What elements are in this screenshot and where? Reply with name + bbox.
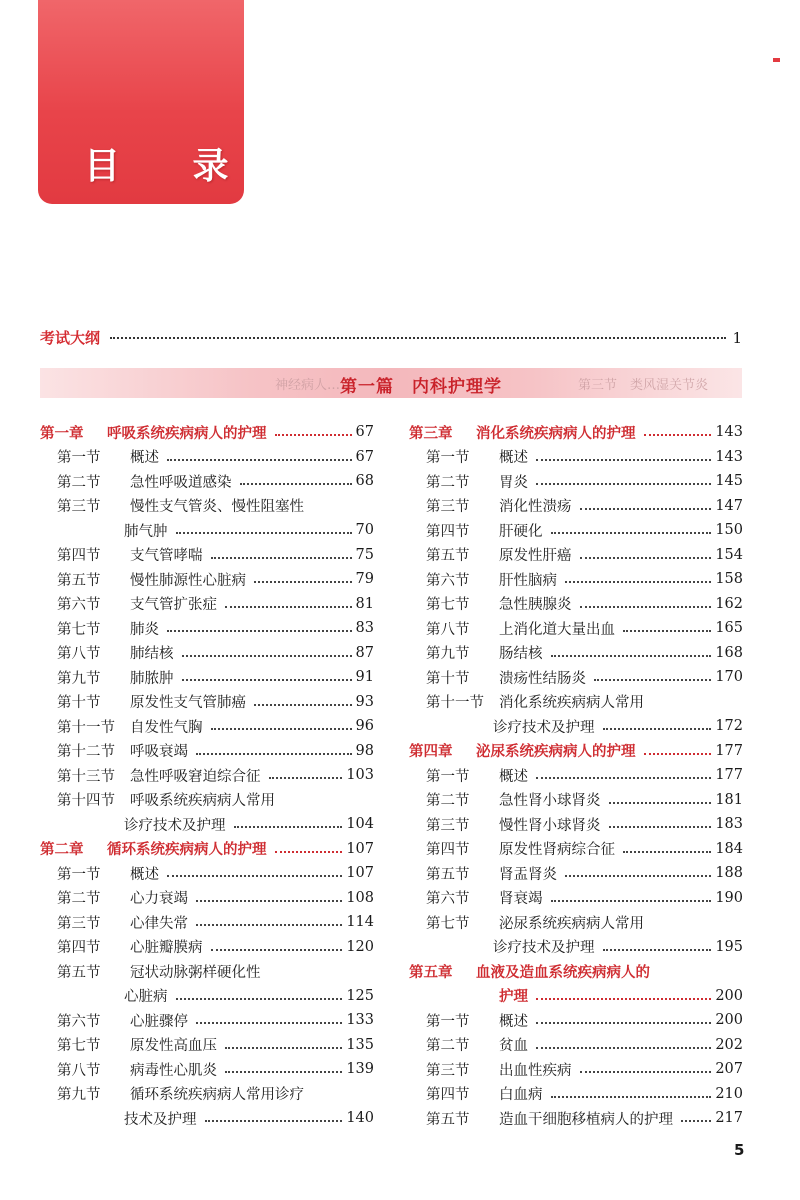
toc-section-entry[interactable] [40, 469, 374, 494]
entry-page: 207 [715, 1061, 743, 1078]
leader-dots [580, 606, 712, 608]
entry-page: 93 [355, 693, 374, 710]
entry-number: 第六节 [57, 597, 101, 614]
entry-page: 145 [715, 473, 743, 490]
toc-section-entry[interactable] [409, 543, 743, 568]
leader-dots [254, 581, 352, 583]
outline-label: 考试大纲 [40, 329, 101, 347]
entry-page: 147 [715, 497, 743, 514]
toc-section-entry[interactable] [409, 567, 743, 592]
toc-section-entry[interactable] [40, 1106, 374, 1131]
entry-number: 第九节 [57, 1087, 101, 1104]
entry-title: 心脏病 [124, 989, 168, 1006]
toc-section-entry[interactable] [40, 1033, 374, 1058]
toc-section-entry[interactable] [409, 665, 743, 690]
entry-number: 第一章 [40, 424, 84, 442]
toc-chapter-entry[interactable] [409, 739, 743, 764]
entry-page: 183 [715, 816, 743, 833]
leader-dots [580, 557, 712, 559]
entry-title: 肝性脑病 [499, 572, 557, 589]
toc-chapter-entry[interactable] [40, 837, 374, 862]
leader-dots [565, 581, 711, 583]
entry-number: 第二节 [57, 474, 101, 491]
entry-title: 技术及护理 [124, 1111, 197, 1128]
entry-title: 概述 [499, 768, 528, 785]
toc-section-entry[interactable] [40, 592, 374, 617]
leader-dots [681, 1120, 711, 1122]
part-title: 第一篇 内科护理学 [340, 377, 502, 397]
leader-dots [603, 949, 712, 951]
entry-title: 急性肾小球肾炎 [499, 793, 601, 810]
entry-title: 循环系统疾病病人常用诊疗 [130, 1087, 304, 1104]
toc-section-entry[interactable] [40, 641, 374, 666]
entry-page: 150 [715, 522, 743, 539]
leader-dots [580, 508, 712, 510]
leader-dots [225, 1047, 342, 1049]
entry-title: 概述 [130, 450, 159, 467]
toc-section-entry[interactable] [409, 445, 743, 470]
entry-page: 107 [346, 840, 374, 857]
entry-title: 原发性肾病综合征 [499, 842, 615, 859]
toc-section-entry[interactable] [409, 592, 743, 617]
entry-page: 96 [355, 718, 374, 735]
entry-number: 第五节 [57, 572, 101, 589]
leader-dots [225, 1071, 342, 1073]
leader-dots [234, 826, 343, 828]
entry-page: 135 [346, 1036, 374, 1053]
entry-number: 第六节 [426, 572, 470, 589]
leader-dots [269, 777, 343, 779]
entry-title: 肾衰竭 [499, 891, 543, 908]
leader-dots [551, 1096, 712, 1098]
entry-title: 心脏骤停 [130, 1013, 188, 1030]
toc-section-entry[interactable] [40, 690, 374, 715]
toc-section-entry[interactable] [40, 935, 374, 960]
entry-number: 第八节 [57, 1062, 101, 1079]
toc-chapter-entry[interactable] [409, 984, 743, 1009]
entry-page: 83 [355, 620, 374, 637]
toc-section-entry[interactable] [409, 935, 743, 960]
entry-number: 第八节 [426, 621, 470, 638]
entry-title: 血液及造血系统疾病病人的 [476, 963, 650, 981]
entry-number: 第七节 [426, 915, 470, 932]
entry-number: 第一节 [426, 450, 470, 467]
leader-dots [167, 630, 352, 632]
leader-dots [211, 728, 352, 730]
toc-section-entry[interactable] [409, 641, 743, 666]
entry-number: 第四节 [426, 842, 470, 859]
leader-dots [176, 532, 352, 534]
entry-page: 87 [355, 644, 374, 661]
entry-title: 急性呼吸道感染 [130, 474, 232, 491]
entry-number: 第三节 [57, 915, 101, 932]
toc-section-entry[interactable] [409, 616, 743, 641]
entry-title: 原发性肝癌 [499, 548, 572, 565]
toc-section-entry[interactable] [40, 665, 374, 690]
leader-dots [211, 557, 352, 559]
entry-number: 第三节 [426, 1062, 470, 1079]
entry-title: 概述 [130, 866, 159, 883]
toc-section-entry[interactable] [409, 1008, 743, 1033]
entry-title: 溃疡性结肠炎 [499, 670, 586, 687]
toc-chapter-entry[interactable] [409, 959, 743, 984]
leader-dots [196, 753, 352, 755]
entry-title: 概述 [499, 1013, 528, 1030]
entry-page: 125 [346, 987, 374, 1004]
entry-page: 91 [355, 669, 374, 686]
entry-number: 第四章 [409, 743, 453, 761]
page-title: 目 录 [84, 146, 259, 187]
entry-title: 慢性肾小球肾炎 [499, 817, 601, 834]
entry-title: 自发性气胸 [130, 719, 203, 736]
entry-title: 心律失常 [130, 915, 188, 932]
entry-number: 第四节 [57, 548, 101, 565]
entry-title: 肺结核 [130, 646, 174, 663]
leader-dots [225, 606, 352, 608]
entry-title: 呼吸衰竭 [130, 744, 188, 761]
entry-page: 143 [715, 448, 743, 465]
toc-section-entry[interactable] [409, 690, 743, 715]
toc-section-entry[interactable] [40, 1008, 374, 1033]
part-banner [40, 368, 742, 398]
leader-dots [551, 532, 712, 534]
entry-number: 第十二节 [57, 744, 115, 761]
toc-right-column [409, 420, 743, 1131]
entry-page: 67 [355, 424, 374, 441]
entry-number: 第十节 [426, 670, 470, 687]
entry-title: 泌尿系统疾病病人常用 [499, 915, 644, 932]
entry-page: 177 [715, 767, 743, 784]
entry-title: 循环系统疾病病人的护理 [107, 841, 267, 859]
entry-number: 第四节 [426, 1087, 470, 1104]
toc-section-entry[interactable] [40, 812, 374, 837]
leader-dots [275, 851, 343, 853]
leader-dots [182, 655, 352, 657]
entry-number: 第二节 [426, 1038, 470, 1055]
toc-section-entry[interactable] [409, 788, 743, 813]
entry-title: 造血干细胞移植病人的护理 [499, 1111, 673, 1128]
entry-number: 第三章 [409, 424, 453, 442]
entry-page: 177 [715, 742, 743, 759]
toc-section-entry[interactable] [409, 714, 743, 739]
entry-page: 70 [355, 522, 374, 539]
entry-number: 第六节 [57, 1013, 101, 1030]
entry-number: 第二节 [426, 793, 470, 810]
toc-section-entry[interactable] [409, 469, 743, 494]
entry-number: 第十三节 [57, 768, 115, 785]
toc-section-entry[interactable] [409, 518, 743, 543]
leader-dots [167, 459, 352, 461]
toc-section-entry[interactable] [40, 543, 374, 568]
entry-title: 心力衰竭 [130, 891, 188, 908]
entry-page: 190 [715, 889, 743, 906]
entry-number: 第六节 [426, 891, 470, 908]
entry-title: 肺脓肿 [130, 670, 174, 687]
leader-dots [275, 434, 352, 436]
entry-number: 第四节 [57, 940, 101, 957]
leader-dots [623, 851, 711, 853]
leader-dots [580, 1071, 712, 1073]
entry-number: 第三节 [426, 817, 470, 834]
leader-dots [603, 728, 712, 730]
entry-title: 诊疗技术及护理 [124, 817, 226, 834]
toc-chapter-entry[interactable] [409, 420, 743, 445]
leader-dots [205, 1120, 343, 1122]
entry-title: 消化性溃疡 [499, 499, 572, 516]
entry-number: 第十一节 [57, 719, 115, 736]
leader-dots [565, 875, 711, 877]
entry-number: 第十四节 [57, 793, 115, 810]
entry-number: 第九节 [57, 670, 101, 687]
entry-number: 第八节 [57, 646, 101, 663]
entry-title: 白血病 [499, 1087, 543, 1104]
toc-section-entry[interactable] [409, 886, 743, 911]
entry-title: 贫血 [499, 1038, 528, 1055]
leader-dots [110, 337, 726, 339]
entry-title: 上消化道大量出血 [499, 621, 615, 638]
leader-dots [182, 679, 352, 681]
entry-page: 181 [715, 791, 743, 808]
entry-number: 第一节 [57, 450, 101, 467]
leader-dots [211, 949, 343, 951]
entry-page: 67 [355, 448, 374, 465]
toc-entry-outline[interactable] [40, 327, 742, 351]
leader-dots [536, 483, 711, 485]
entry-title: 冠状动脉粥样硬化性 [130, 964, 261, 981]
entry-page: 202 [715, 1036, 743, 1053]
entry-number: 第二章 [40, 841, 84, 859]
entry-number: 第一节 [426, 768, 470, 785]
toc-section-entry[interactable] [40, 910, 374, 935]
entry-page: 200 [715, 987, 743, 1004]
entry-page: 210 [715, 1085, 743, 1102]
leader-dots [176, 998, 343, 1000]
toc-section-entry[interactable] [40, 494, 374, 519]
entry-number: 第七节 [426, 597, 470, 614]
toc-chapter-entry[interactable] [40, 420, 374, 445]
entry-page: 172 [715, 718, 743, 735]
entry-title: 泌尿系统疾病病人的护理 [476, 743, 636, 761]
entry-title: 支气管哮喘 [130, 548, 203, 565]
entry-page: 75 [355, 546, 374, 563]
leader-dots [609, 826, 712, 828]
entry-title: 原发性高血压 [130, 1038, 217, 1055]
entry-number: 第四节 [426, 523, 470, 540]
entry-number: 第一节 [57, 866, 101, 883]
entry-title: 肝硬化 [499, 523, 543, 540]
toc-section-entry[interactable] [40, 984, 374, 1009]
entry-page: 98 [355, 742, 374, 759]
entry-title: 呼吸系统疾病病人的护理 [107, 424, 267, 442]
entry-title: 慢性支气管炎、慢性阻塞性 [130, 499, 304, 516]
leader-dots [240, 483, 352, 485]
entry-page: 154 [715, 546, 743, 563]
entry-title: 肠结核 [499, 646, 543, 663]
leader-dots [536, 998, 711, 1000]
entry-title: 肾盂肾炎 [499, 866, 557, 883]
toc-section-entry[interactable] [409, 1057, 743, 1082]
entry-page: 79 [355, 571, 374, 588]
entry-page: 170 [715, 669, 743, 686]
entry-page: 81 [355, 595, 374, 612]
toc-section-entry[interactable] [40, 763, 374, 788]
entry-page: 158 [715, 571, 743, 588]
toc-section-entry[interactable] [40, 739, 374, 764]
entry-page: 217 [715, 1110, 743, 1127]
entry-number: 第十节 [57, 695, 101, 712]
entry-title: 肺炎 [130, 621, 159, 638]
entry-title: 概述 [499, 450, 528, 467]
entry-title: 心脏瓣膜病 [130, 940, 203, 957]
toc-section-entry[interactable] [409, 910, 743, 935]
entry-number: 第七节 [57, 621, 101, 638]
entry-title: 诊疗技术及护理 [493, 940, 595, 957]
entry-page: 103 [346, 767, 374, 784]
entry-page: 120 [346, 938, 374, 955]
leader-dots [644, 753, 712, 755]
toc-section-entry[interactable] [40, 616, 374, 641]
entry-page: 133 [346, 1012, 374, 1029]
entry-number: 第五节 [426, 1111, 470, 1128]
toc-section-entry[interactable] [409, 494, 743, 519]
entry-number: 第十一节 [426, 695, 484, 712]
leader-dots [536, 777, 711, 779]
entry-title: 急性胰腺炎 [499, 597, 572, 614]
faint-bleed-text-right: 第三节 类风湿关节炎 [578, 378, 709, 393]
entry-number: 第七节 [57, 1038, 101, 1055]
entry-title: 胃炎 [499, 474, 528, 491]
entry-title: 原发性支气管肺癌 [130, 695, 246, 712]
leader-dots [594, 679, 711, 681]
page-number: 5 [734, 1141, 745, 1159]
toc-left-column [40, 420, 374, 1131]
leader-dots [536, 1022, 711, 1024]
toc-section-entry[interactable] [40, 714, 374, 739]
entry-title: 支气管扩张症 [130, 597, 217, 614]
entry-number: 第二节 [57, 891, 101, 908]
entry-number: 第九节 [426, 646, 470, 663]
entry-page: 104 [346, 816, 374, 833]
entry-title: 消化系统疾病病人的护理 [476, 424, 636, 442]
entry-title: 病毒性心肌炎 [130, 1062, 217, 1079]
entry-page: 114 [346, 914, 374, 931]
toc-section-entry[interactable] [40, 886, 374, 911]
entry-page: 200 [715, 1012, 743, 1029]
faint-bleed-text-left: 神经病人… [275, 378, 341, 393]
toc-section-entry[interactable] [40, 959, 374, 984]
toc-section-entry[interactable] [40, 1082, 374, 1107]
toc-section-entry[interactable] [409, 1106, 743, 1131]
entry-title: 肺气肿 [124, 523, 168, 540]
entry-page: 162 [715, 595, 743, 612]
entry-number: 第三节 [57, 499, 101, 516]
toc-section-entry[interactable] [409, 1082, 743, 1107]
entry-number: 第五节 [426, 866, 470, 883]
entry-page: 108 [346, 889, 374, 906]
entry-number: 第二节 [426, 474, 470, 491]
entry-title: 急性呼吸窘迫综合征 [130, 768, 261, 785]
outline-page: 1 [732, 329, 742, 347]
leader-dots [196, 900, 342, 902]
leader-dots [551, 655, 712, 657]
entry-title: 慢性肺源性心脏病 [130, 572, 246, 589]
entry-page: 139 [346, 1061, 374, 1078]
leader-dots [609, 802, 712, 804]
toc-section-entry[interactable] [409, 861, 743, 886]
entry-number: 第一节 [426, 1013, 470, 1030]
leader-dots [196, 1022, 342, 1024]
entry-page: 195 [715, 938, 743, 955]
entry-number: 第五节 [57, 964, 101, 981]
entry-title: 消化系统疾病病人常用 [499, 695, 644, 712]
leader-dots [536, 459, 711, 461]
entry-page: 188 [715, 865, 743, 882]
entry-title: 护理 [499, 988, 528, 1006]
leader-dots [623, 630, 711, 632]
entry-title: 出血性疾病 [499, 1062, 572, 1079]
entry-page: 68 [355, 473, 374, 490]
entry-number: 第五节 [426, 548, 470, 565]
toc-section-entry[interactable] [409, 1033, 743, 1058]
entry-page: 143 [715, 424, 743, 441]
leader-dots [167, 875, 342, 877]
leader-dots [551, 900, 712, 902]
toc-section-entry[interactable] [40, 518, 374, 543]
entry-number: 第三节 [426, 499, 470, 516]
toc-section-entry[interactable] [40, 1057, 374, 1082]
corner-mark [773, 58, 780, 62]
leader-dots [536, 1047, 711, 1049]
toc-section-entry[interactable] [40, 861, 374, 886]
entry-title: 呼吸系统疾病病人常用 [130, 793, 275, 810]
entry-page: 107 [346, 865, 374, 882]
entry-page: 165 [715, 620, 743, 637]
entry-page: 184 [715, 840, 743, 857]
entry-page: 168 [715, 644, 743, 661]
leader-dots [254, 704, 352, 706]
toc-section-entry[interactable] [40, 445, 374, 470]
toc-section-entry[interactable] [409, 812, 743, 837]
entry-page: 140 [346, 1110, 374, 1127]
entry-number: 第五章 [409, 963, 453, 981]
toc-section-entry[interactable] [409, 763, 743, 788]
leader-dots [196, 924, 342, 926]
toc-section-entry[interactable] [40, 567, 374, 592]
toc-section-entry[interactable] [40, 788, 374, 813]
leader-dots [644, 434, 712, 436]
toc-section-entry[interactable] [409, 837, 743, 862]
entry-title: 诊疗技术及护理 [493, 719, 595, 736]
